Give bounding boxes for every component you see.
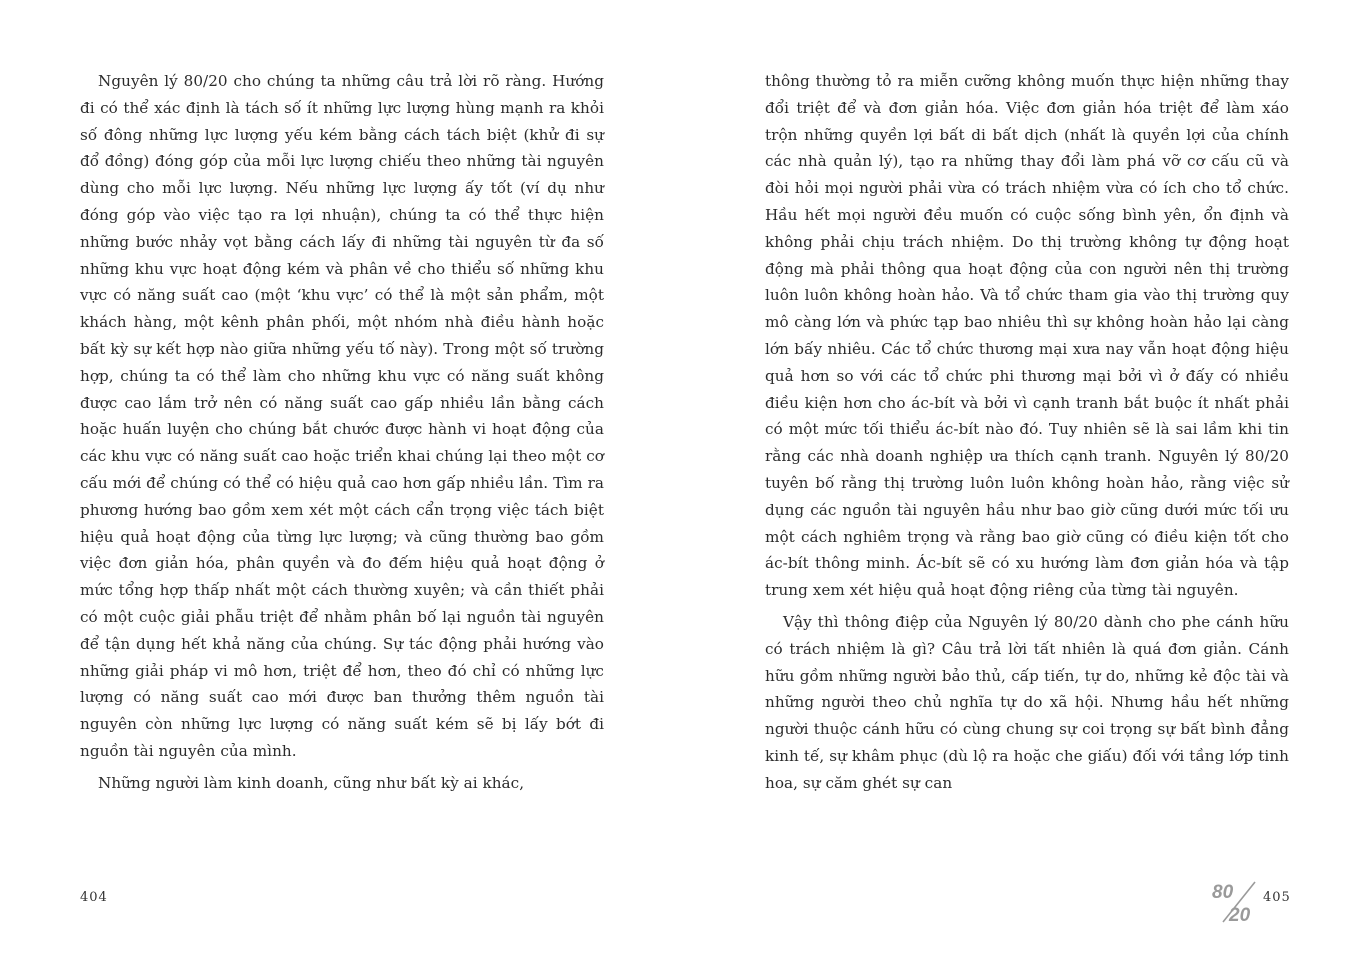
left-page bbox=[80, 68, 604, 802]
page-number-left: 404 bbox=[80, 890, 108, 905]
svg-text:80: 80 bbox=[1212, 882, 1234, 903]
paragraph: Vậy thì thông điệp của Nguyên lý 80/20 dành cho phe cánh hữu có trách nhiệm là gì? Câu trả lời tất nhiên là quá đơn giản. Cánh hữu gồm những người bảo thủ, cấp tiến, tự do, những kẻ độc tài và những người theo chủ nghĩa tự do xã hội. Nhưng hầu hết những người thuộc cánh hữu có cùng chung sự coi trọng sự bất bình đẳng kinh tế, sự khâm phục (dù lộ ra hoặc che giấu) đối với tầng lớp tinh hoa, sự căm ghét sự can bbox=[765, 612, 1289, 792]
page-number-right: 405 bbox=[1263, 890, 1291, 905]
logo-80-20-icon bbox=[1209, 878, 1265, 926]
right-page bbox=[765, 68, 1289, 802]
paragraph: Nguyên lý 80/20 cho chúng ta những câu trả lời rõ ràng. Hướng đi có thể xác định là tách số ít những lực lượng hùng mạnh ra khỏi số đông những lực lượng yếu kém bằng cách tách biệt (khử đi sự đổ đồng) đóng góp của mỗi lực lượng chiếu theo những tài nguyên dùng cho mỗi lực lượng. Nếu những lực lượng ấy tốt (ví dụ như đóng góp vào việc tạo ra lợi nhuận), chúng ta có thể thực hiện những bước nhảy vọt bằng cách lấy đi những tài nguyên từ đa số những khu vực hoạt động kém và phân về cho thiểu số những khu vực có năng suất cao (một ‘khu vực’ có thể là một sản phẩm, một khách hàng, một kênh phân phối, một nhóm nhà điều hành hoặc bất kỳ sự kết hợp nào giữa những yếu tố này). Trong một số trường hợp, chúng ta có thể làm cho những khu vực có năng suất không được cao lắm trở nên có năng suất cao gấp nhiều lần bằng cách hoặc huấn luyện cho chúng bắt chước được hành vi hoạt động của các khu vực có năng suất cao hoặc triển khai chúng lại theo một cơ cấu mới để chúng có thể có hiệu quả cao hơn gấp nhiều lần. Tìm ra phương hướng bao gồm xem xét một cách cẩn trọng việc tách biệt hiệu quả hoạt động của từng lực lượng; và cũng thường bao gồm việc đơn giản hóa, phân quyền và đo đếm hiệu quả hoạt động ở mức tổng hợp thấp nhất một cách thường xuyên; và cần thiết phải có một cuộc giải phẫu triệt để nhằm phân bố lại nguồn tài nguyên để tận dụng hết khả năng của chúng. Sự tác động phải hướng vào những giải pháp vi mô hơn, triệt để hơn, theo đó chỉ có những lực lượng có năng suất cao mới được ban thưởng thêm nguồn tài nguyên còn những lực lượng có năng suất kém sẽ bị lấy bớt đi nguồn tài nguyên của mình. bbox=[80, 72, 604, 760]
paragraph: thông thường tỏ ra miễn cưỡng không muốn thực hiện những thay đổi triệt để và đơn giản hóa. Việc đơn giản hóa triệt để làm xáo trộn những quyền lợi bất di bất dịch (nhất là quyền lợi của chính các nhà quản lý), tạo ra những thay đổi làm phá vỡ cơ cấu cũ và đòi hỏi mọi người phải vừa có trách nhiệm vừa có ích cho tổ chức. Hầu hết mọi người đều muốn có cuộc sống bình yên, ổn định và không phải chịu trách nhiệm. Do thị trường không tự động hoạt động mà phải thông qua hoạt động của con người nên thị trường luôn luôn không hoàn hảo. Và tổ chức tham gia vào thị trường quy mô càng lớn và phức tạp bao nhiêu thì sự không hoàn hảo lại càng lớn bấy nhiêu. Các tổ chức thương mại xưa nay vẫn hoạt động hiệu quả hơn so với các tổ chức phi thương mại bởi vì ở đấy có nhiều điều kiện hơn cho ác-bít và bởi vì cạnh tranh bắt buộc ít nhất phải có một mức tối thiểu ác-bít nào đó. Tuy nhiên sẽ là sai lầm khi tin rằng các nhà doanh nghiệp ưa thích cạnh tranh. Nguyên lý 80/20 tuyên bố rằng thị trường luôn luôn không hoàn hảo, rằng việc sử dụng các nguồn tài nguyên hầu như bao giờ cũng dưới mức tối ưu một cách nghiêm trọng và rằng bao giờ cũng có điều kiện tốt cho ác-bít thông minh. Ác-bít sẽ có xu hướng làm đơn giản hóa và tập trung xem xét hiệu quả hoạt động riêng của từng tài nguyên. bbox=[765, 72, 1289, 600]
svg-text:20: 20 bbox=[1229, 905, 1251, 926]
paragraph: Những người làm kinh doanh, cũng như bất kỳ ai khác, bbox=[98, 773, 525, 792]
